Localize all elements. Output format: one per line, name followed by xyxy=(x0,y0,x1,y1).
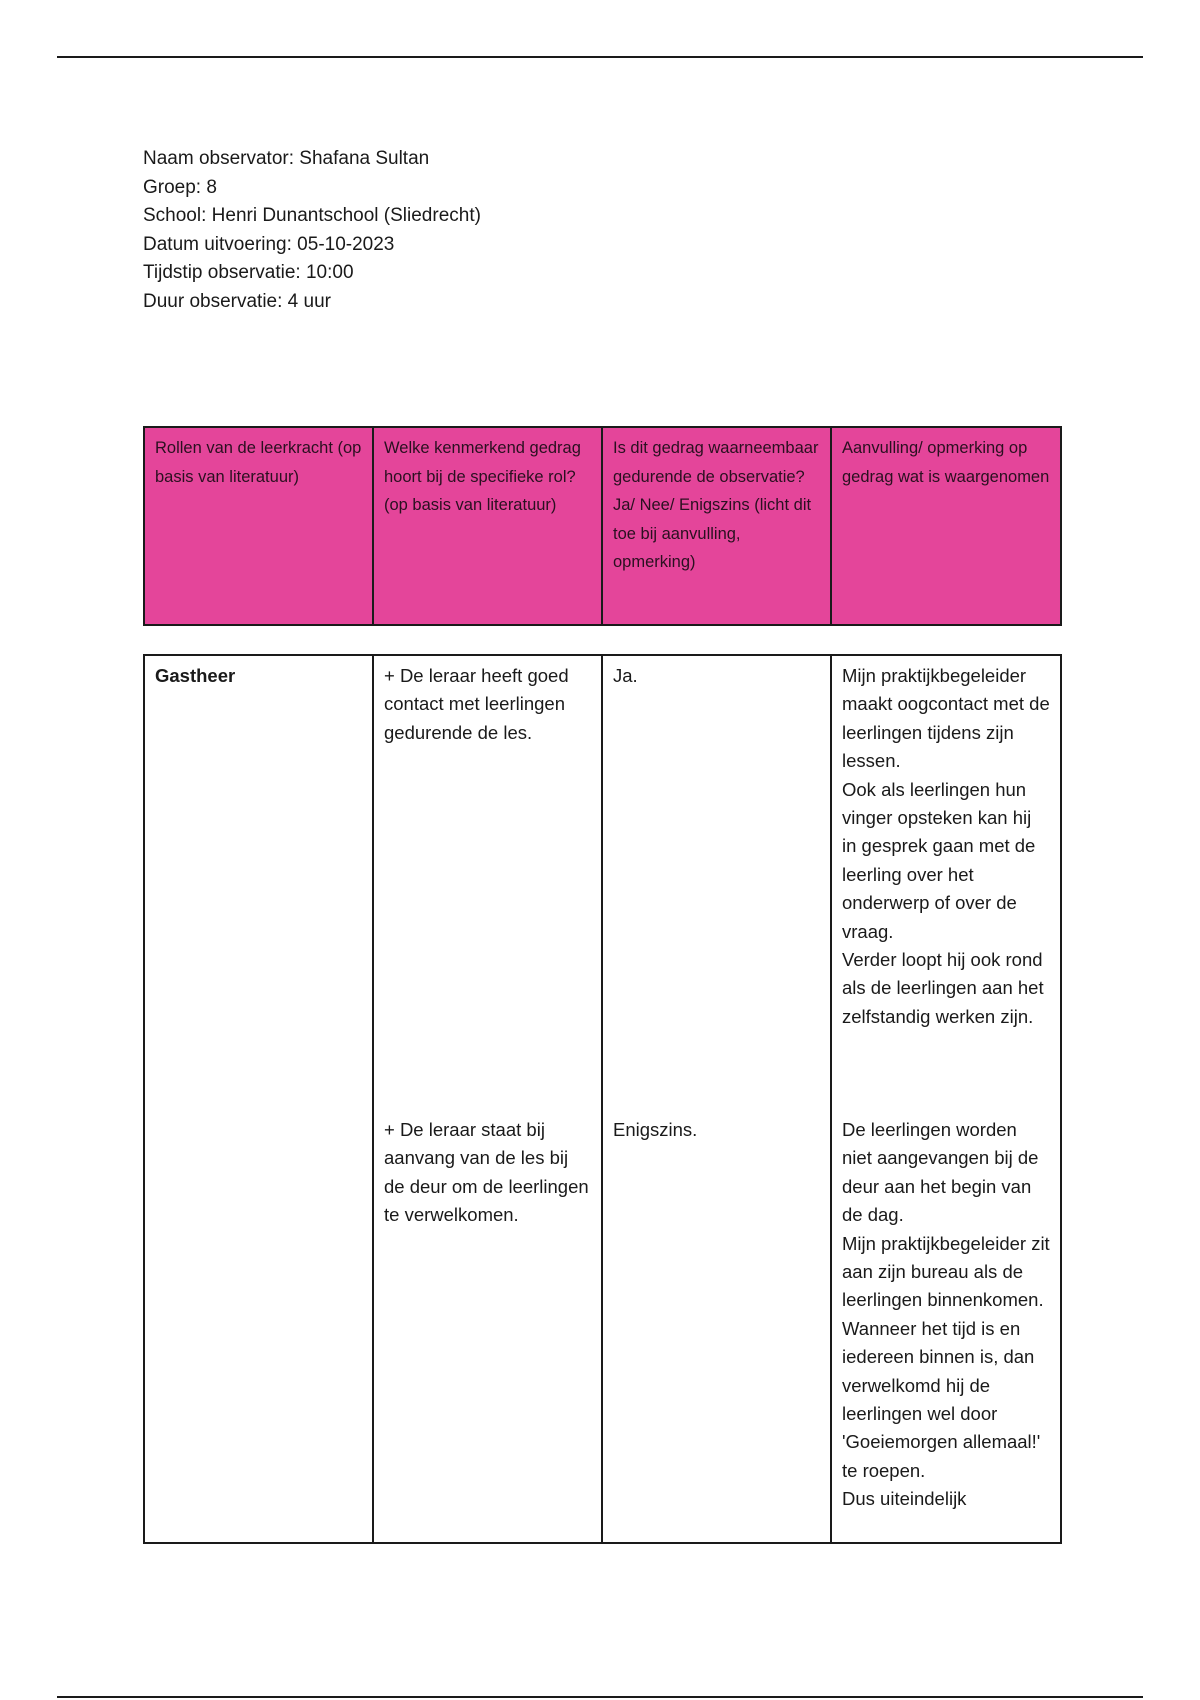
date: Datum uitvoering: 05-10-2023 xyxy=(143,233,395,255)
remark-2-line: De leerlingen worden niet aangevangen bij de deur aan het begin van de dag. xyxy=(842,1119,1039,1226)
role-cell xyxy=(144,655,373,1543)
bottom-rule xyxy=(57,1696,1143,1698)
remark-1-line: Verder loopt hij ook rond als de leerlingen aan het zelfstandig werken zijn. xyxy=(842,949,1044,1027)
observed-1: Ja. xyxy=(613,665,638,686)
remark-1 xyxy=(842,662,1050,1116)
remark-1-line: Mijn praktijkbegeleider maakt oogcontact met de leerlingen tijdens zijn lessen. xyxy=(842,665,1050,772)
header-observable xyxy=(602,427,831,625)
behavior-1: + De leraar heeft goed contact met leerlingen gedurende de les. xyxy=(384,665,569,743)
header-remark xyxy=(831,427,1061,625)
time: Tijdstip observatie: 10:00 xyxy=(143,262,354,283)
duration: Duur observatie: 4 uur xyxy=(143,290,331,312)
remark-1-line: Ook als leerlingen hun vinger opsteken kan hij in gesprek gaan met de leerling over het onderwerp of over de vraag. xyxy=(842,778,1036,942)
observer-name: Naam observator: Shafana Sultan xyxy=(143,148,430,169)
behavior-2: + De leraar staat bij aanvang van de les bij de deur om de leerlingen te verwelkomen. xyxy=(384,1119,589,1226)
header-table xyxy=(143,426,1062,626)
observation-table xyxy=(143,654,1062,1544)
observed-2: Enigszins. xyxy=(613,1119,698,1140)
table-row xyxy=(144,655,1061,1543)
role-name: Gastheer xyxy=(155,665,236,686)
top-rule xyxy=(57,56,1143,58)
header-behavior xyxy=(373,427,602,625)
remark-cell xyxy=(831,655,1061,1543)
remark-2 xyxy=(842,1116,1050,1514)
behavior-cell xyxy=(373,655,602,1543)
header-roles-text: Rollen van de leerkracht (op basis van literatuur) xyxy=(155,439,362,486)
observation-details xyxy=(143,145,481,316)
remark-2-line: Wanneer het tijd is en iedereen binnen is, dan verwelkomd hij de leerlingen wel door 'Goeiemorgen allemaal!' te roepen. xyxy=(842,1317,1041,1481)
remark-2-line: Dus uiteindelijk xyxy=(842,1488,967,1510)
header-remark-text: Aanvulling/ opmerking op gedrag wat is waargenomen xyxy=(842,439,1050,486)
header-roles xyxy=(144,427,373,625)
remark-2-line: Mijn praktijkbegeleider zit aan zijn bureau als de leerlingen binnenkomen. xyxy=(842,1232,1050,1311)
header-behavior-text: Welke kenmerkend gedrag hoort bij de specifieke rol? xyxy=(384,439,581,486)
header-behavior-note: (op basis van literatuur) xyxy=(384,496,557,514)
observed-cell xyxy=(602,655,831,1543)
header-observable-note: Ja/ Nee/ Enigszins (licht dit toe bij aanvulling, opmerking) xyxy=(613,496,812,571)
header-observable-text: Is dit gedrag waarneembaar gedurende de observatie? xyxy=(613,439,819,486)
group: Groep: 8 xyxy=(143,176,217,198)
school: School: Henri Dunantschool (Sliedrecht) xyxy=(143,205,481,226)
